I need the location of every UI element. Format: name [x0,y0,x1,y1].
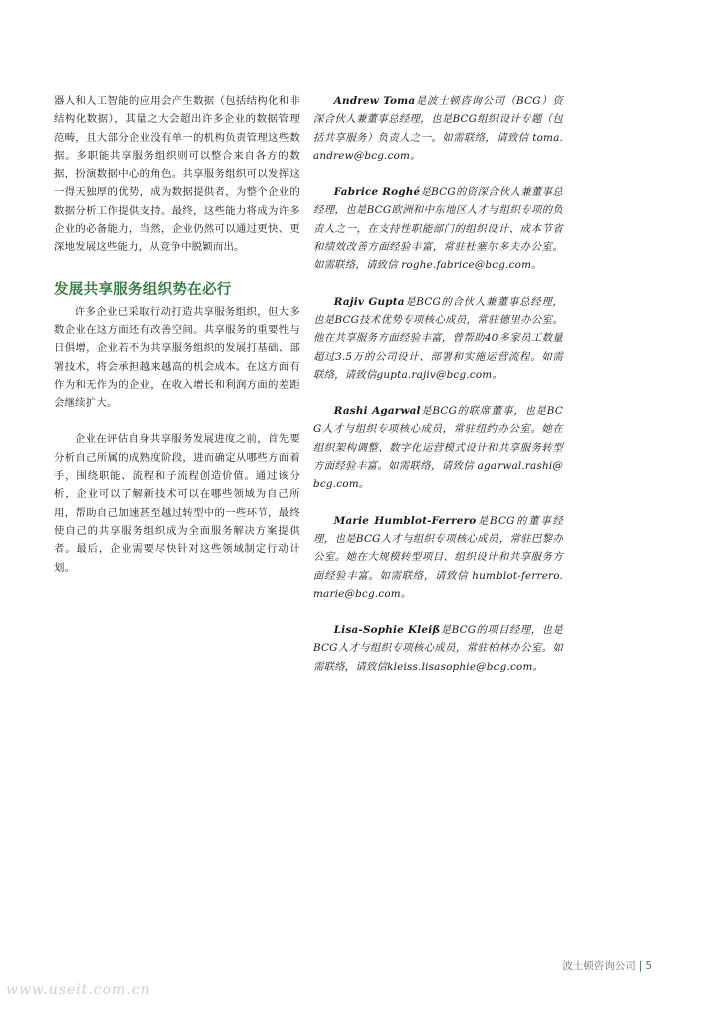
author-name: Rashi Agarwal [333,405,421,418]
author-name: Andrew Toma [333,95,416,107]
footer-separator: | [638,960,643,972]
author-name: Marie Humblot-Ferrero [333,514,477,527]
page-number: 5 [645,960,652,972]
section-paragraph-1: 许多企业已采取行动打造共享服务组织，但大多数企业在这方面还有改善空间。共享服务的重要性与日俱增，企业若不为共享服务组织的发展打基础、部署技术，将会承担越来越高的机会成本。在这方面有作为和无作为的企业，在收入增长和利润方面的差距会继续扩大。 [54,305,300,410]
author-bio [313,293,563,384]
author-bio [313,92,563,165]
author-name: Lisa-Sophie Kleiß [333,624,441,637]
right-column-author-bios [313,92,563,694]
author-bio-text: 是BCG的项目经理，也是BCG人才与组织专项核心成员，常驻柏林办公室。如需联络，请致信kleiss.lisasophie@bcg.com。 [313,624,563,673]
author-bio-text: 是波士顿咨询公司（BCG）资深合伙人兼董事总经理，也是BCG组织设计专题（包括共享服务）负责人之一。如需联络，请致信 toma.andrew@bcg.com。 [313,95,563,162]
author-name: Fabrice Roghé [333,186,421,199]
watermark: www.useit.com.cn [6,982,151,998]
section-paragraph-2: 企业在评估自身共享服务发展进度之前，首先要分析自己所属的成熟度阶段，进而确定从哪些方面着手，围绕职能、流程和子流程创造价值。通过该分析，企业可以了解新技术可以在哪些领域为自己所用，帮助自己加速甚至越过转型中的一些环节，最终使自己的共享服务组织成为全面服务解决方案提供者。最后，企业需要尽快针对这些领域制定行动计划。 [54,433,300,574]
author-bio-text: 是BCG的合伙人兼董事总经理，也是BCG技术优势专项核心成员，常驻德里办公室。他在共享服务方面经验丰富，曾帮助40多家员工数量超过3.5万的公司设计、部署和实施运营流程。如需联络，请致信gupta.rajiv@bcg.com。 [313,295,563,381]
author-bio [313,621,563,676]
author-bio [313,512,563,603]
author-bio-text: 是BCG的联席董事，也是BCG人才与组织专项核心成员，常驻纽约办公室。她在组织架构调整、数字化运营模式设计和共享服务转型方面经验丰富。如需联络，请致信 agarwal.rashi@bcg.com。 [313,405,563,491]
section-heading: 发展共享服务组织势在必行 [54,280,232,298]
author-bio-text: 是BCG的董事经理，也是BCG人才与组织专项核心成员，常驻巴黎办公室。她在大规模转型项目、组织设计和共享服务方面经验丰富。如需联络，请致信 humblot-ferrero.marie@bcg.com。 [313,514,563,600]
intro-paragraph: 器人和人工智能的应用会产生数据（包括结构化和非结构化数据），其量之大会超出许多企业的数据管理范畴，且大部分企业没有单一的机构负责管理这些数据。多职能共享服务组织则可以整合来自各方的数据，扮演数据中心的角色。共享服务组织可以发挥这一得天独厚的优势，成为数据提供者，为整个企业的数据分析工作提供支持。最终，这些能力将成为许多企业的必备能力，当然，企业仍然可以通过更快、更深地发展这些能力，从竞争中脱颖而出。 [54,95,300,254]
left-column [54,92,300,577]
author-bio [313,402,563,493]
author-bio [313,183,563,274]
page-footer [562,958,652,973]
footer-company: 波士顿咨询公司 [562,960,636,972]
author-bio-text: 是BCG的资深合伙人兼董事总经理，也是BCG欧洲和中东地区人才与组织专项的负责人之一，在支持性职能部门的组织设计、成本节省和绩效改善方面经验丰富，常驻杜塞尔多夫办公室。如需联络，请致信 roghe.fabrice@bcg.com。 [313,186,563,272]
author-name: Rajiv Gupta [333,295,405,308]
